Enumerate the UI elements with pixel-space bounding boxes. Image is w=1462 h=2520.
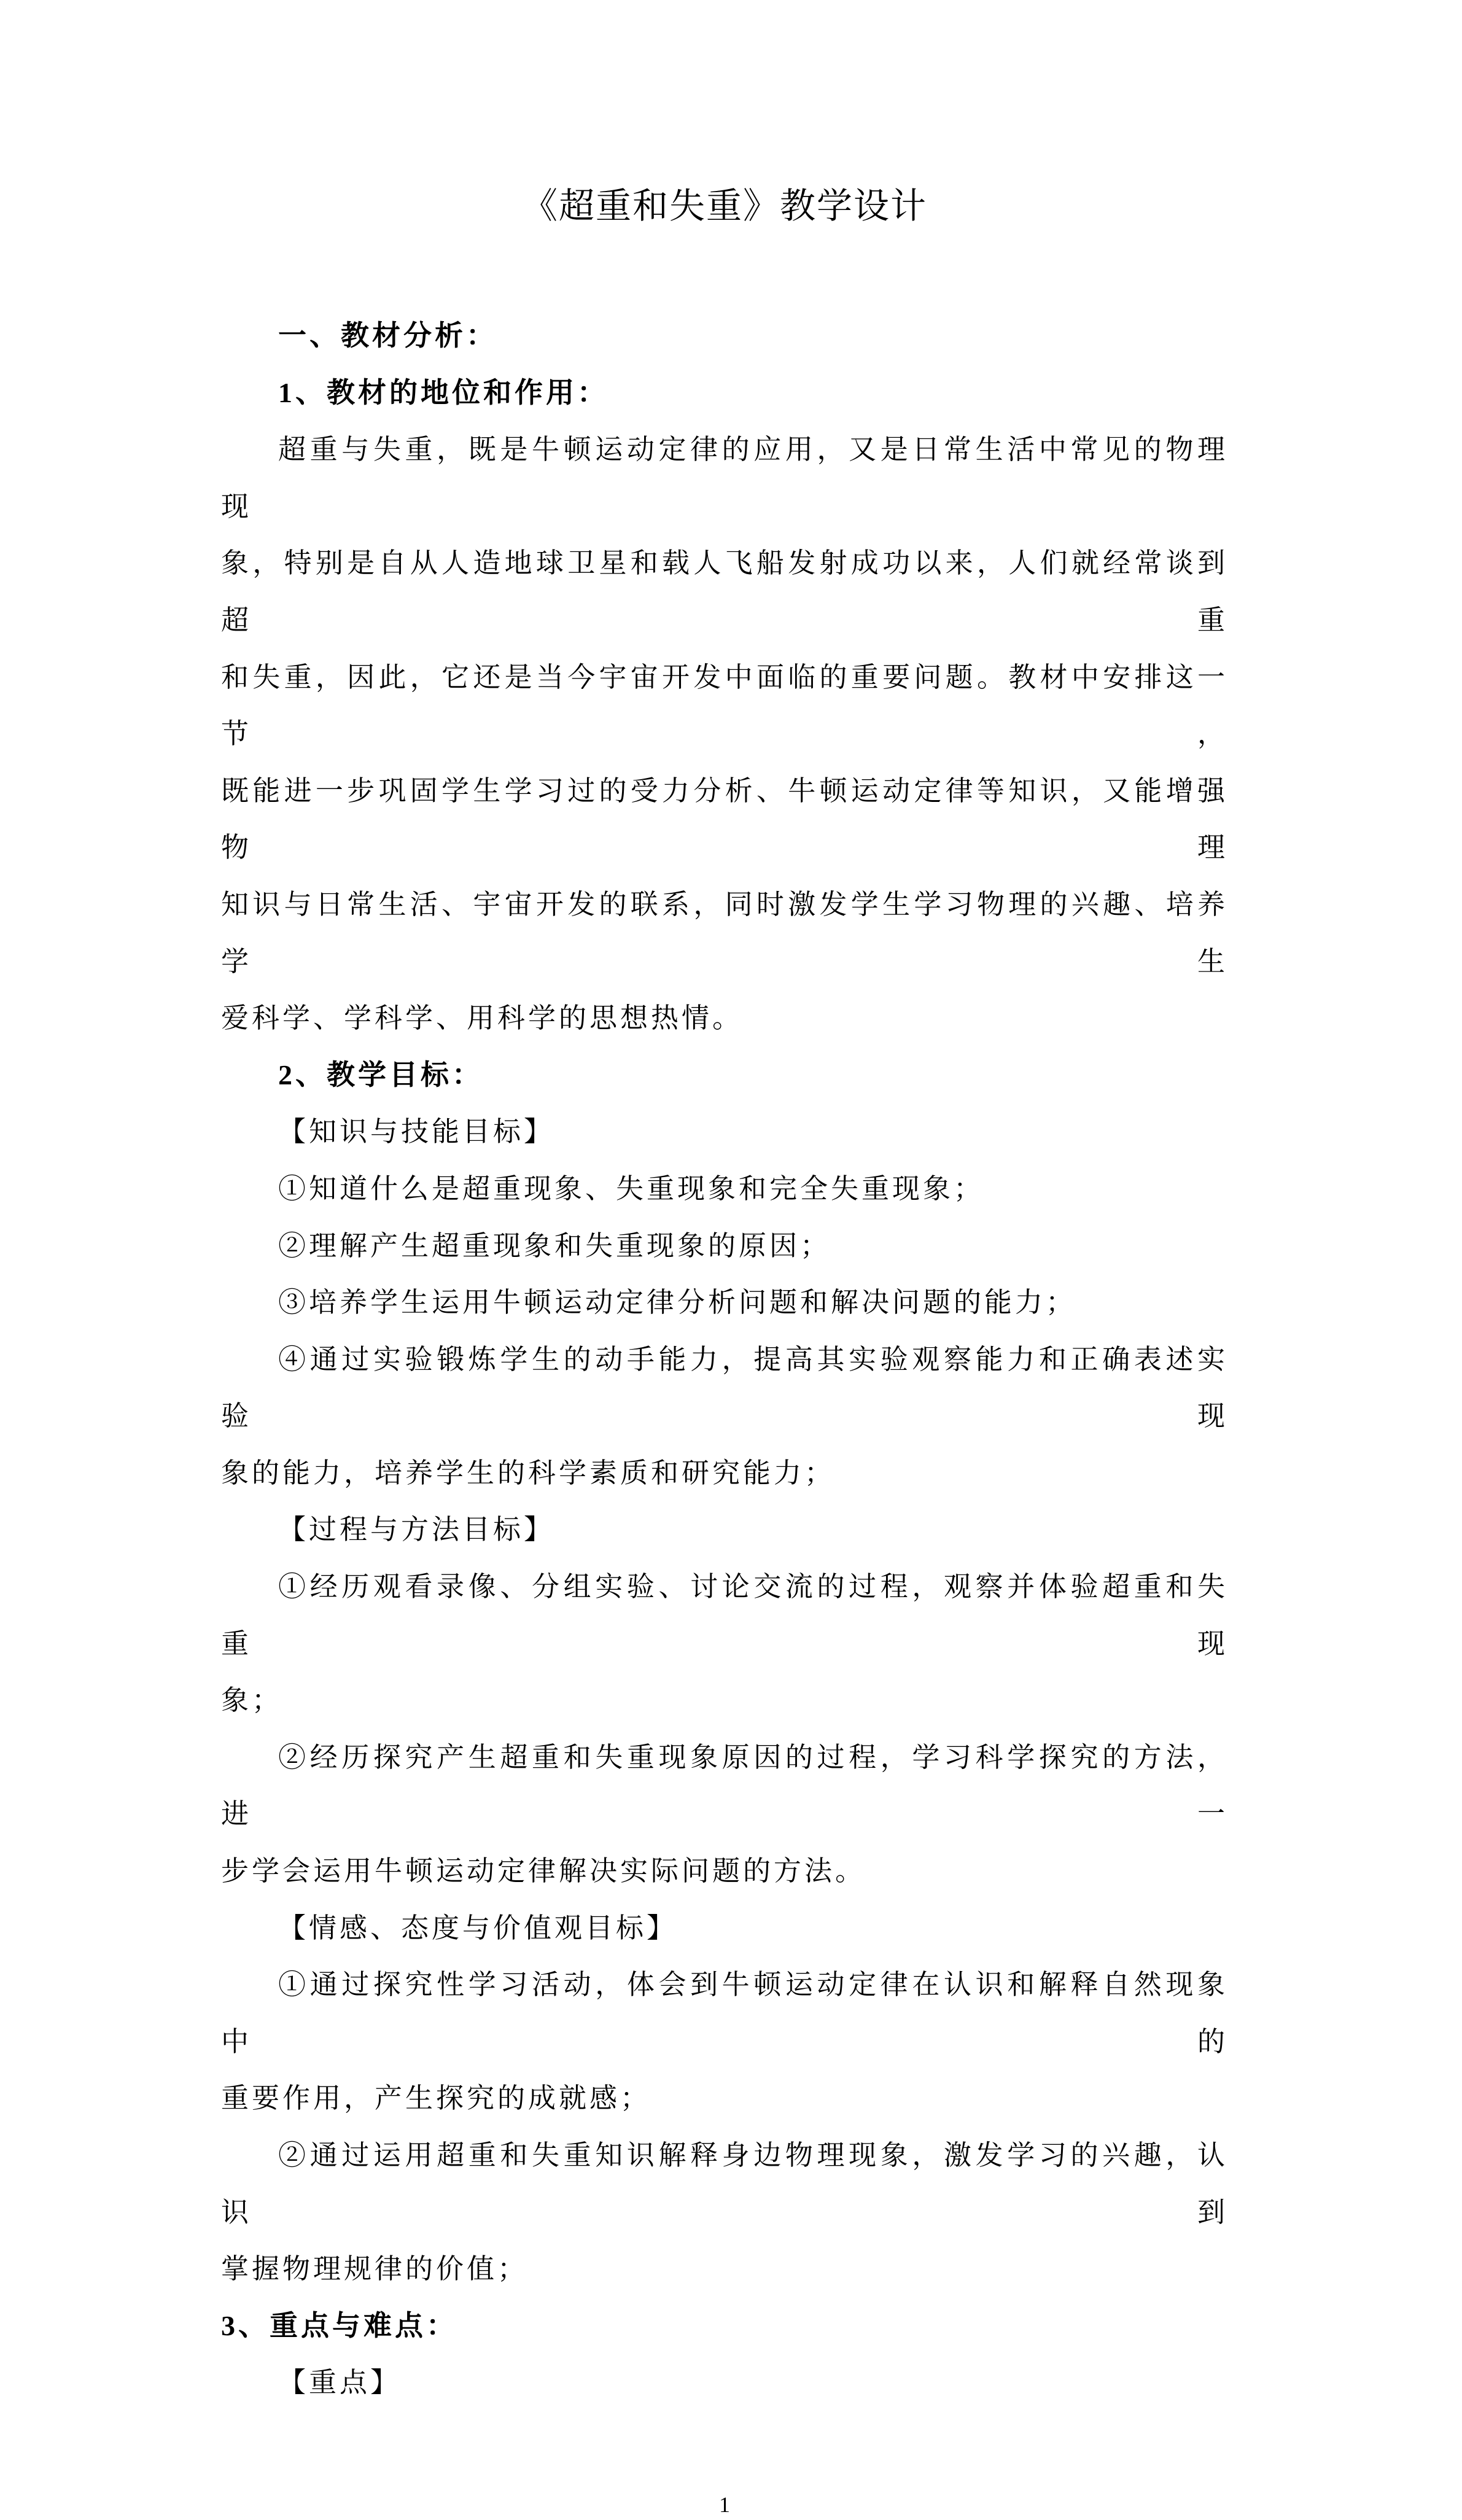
heading-teaching-goals [221, 1047, 1228, 1104]
process-item-1 [221, 1558, 1228, 1729]
text-line: 【情感、态度与价值观目标】 [278, 1912, 678, 1943]
page-number: 1 [719, 2492, 730, 2517]
text-line: 2、教学目标： [278, 1059, 483, 1091]
text-line: 知识与日常生活、宇宙开发的联系，同时激发学生学习物理的兴趣、培养学生 [221, 889, 1228, 977]
label-key-point [221, 2354, 1228, 2411]
text-line: 【过程与方法目标】 [278, 1514, 555, 1546]
emotion-item-1 [221, 1956, 1228, 2127]
label-process-method-goals [221, 1501, 1228, 1558]
text-line: 爱科学、学科学、用科学的思想热情。 [221, 1003, 744, 1034]
document-body [221, 308, 1228, 2411]
para-material-status-role [221, 421, 1228, 1047]
text-line: 超重与失重，既是牛顿运动定律的应用，又是日常生活中常见的物理现 [221, 434, 1228, 522]
text-line: 掌握物理规律的价值； [221, 2254, 529, 2285]
text-line: 一、教材分析： [278, 320, 497, 351]
text-line: 【知识与技能目标】 [278, 1116, 555, 1148]
knowledge-item-2 [221, 1218, 1228, 1275]
heading-material-analysis [221, 308, 1228, 365]
text-line: 象的能力，培养学生的科学素质和研究能力； [221, 1457, 836, 1488]
heading-material-status-role [221, 365, 1228, 422]
text-line: 和失重，因此，它还是当今宇宙开发中面临的重要问题。教材中安排这一节， [221, 661, 1228, 750]
text-line: ①知道什么是超重现象、失重现象和完全失重现象； [278, 1173, 985, 1204]
text-line: 1、教材的地位和作用： [278, 376, 609, 408]
heading-key-difficult-points [221, 2298, 1228, 2355]
text-line: 重要作用，产生探究的成就感； [221, 2083, 651, 2114]
text-line: 象； [221, 1685, 283, 1716]
text-line: ①通过探究性学习活动，体会到牛顿运动定律在认识和解释自然现象中的 [221, 1969, 1228, 2057]
text-line: ④通过实验锻炼学生的动手能力，提高其实验观察能力和正确表述实验现 [221, 1344, 1228, 1432]
text-line: 既能进一步巩固学生学习过的受力分析、牛顿运动定律等知识，又能增强物理 [221, 775, 1228, 863]
text-line: 象，特别是自从人造地球卫星和载人飞船发射成功以来，人们就经常谈到超重 [221, 548, 1228, 636]
knowledge-item-3 [221, 1274, 1228, 1331]
document-title: 《超重和失重》教学设计 [521, 186, 927, 226]
emotion-item-2 [221, 2127, 1228, 2298]
knowledge-item-1 [221, 1161, 1228, 1218]
text-line: ①经历观看录像、分组实验、讨论交流的过程，观察并体验超重和失重现 [221, 1571, 1228, 1659]
text-line: 3、重点与难点： [221, 2309, 457, 2341]
text-line: ②经历探究产生超重和失重现象原因的过程，学习科学探究的方法，进一 [221, 1741, 1228, 1830]
text-line: 【重点】 [278, 2367, 402, 2398]
knowledge-item-4 [221, 1331, 1228, 1502]
text-line: ③培养学生运用牛顿运动定律分析问题和解决问题的能力； [278, 1287, 1077, 1318]
text-line: 步学会运用牛顿运动定律解决实际问题的方法。 [221, 1856, 866, 1887]
label-emotion-attitude-value-goals [221, 1900, 1228, 1957]
label-knowledge-skill-goals [221, 1103, 1228, 1161]
text-line: ②通过运用超重和失重知识解释身边物理现象，激发学习的兴趣，认识到 [221, 2140, 1228, 2228]
text-line: ②理解产生超重现象和失重现象的原因； [278, 1230, 831, 1261]
process-item-2 [221, 1729, 1228, 1900]
